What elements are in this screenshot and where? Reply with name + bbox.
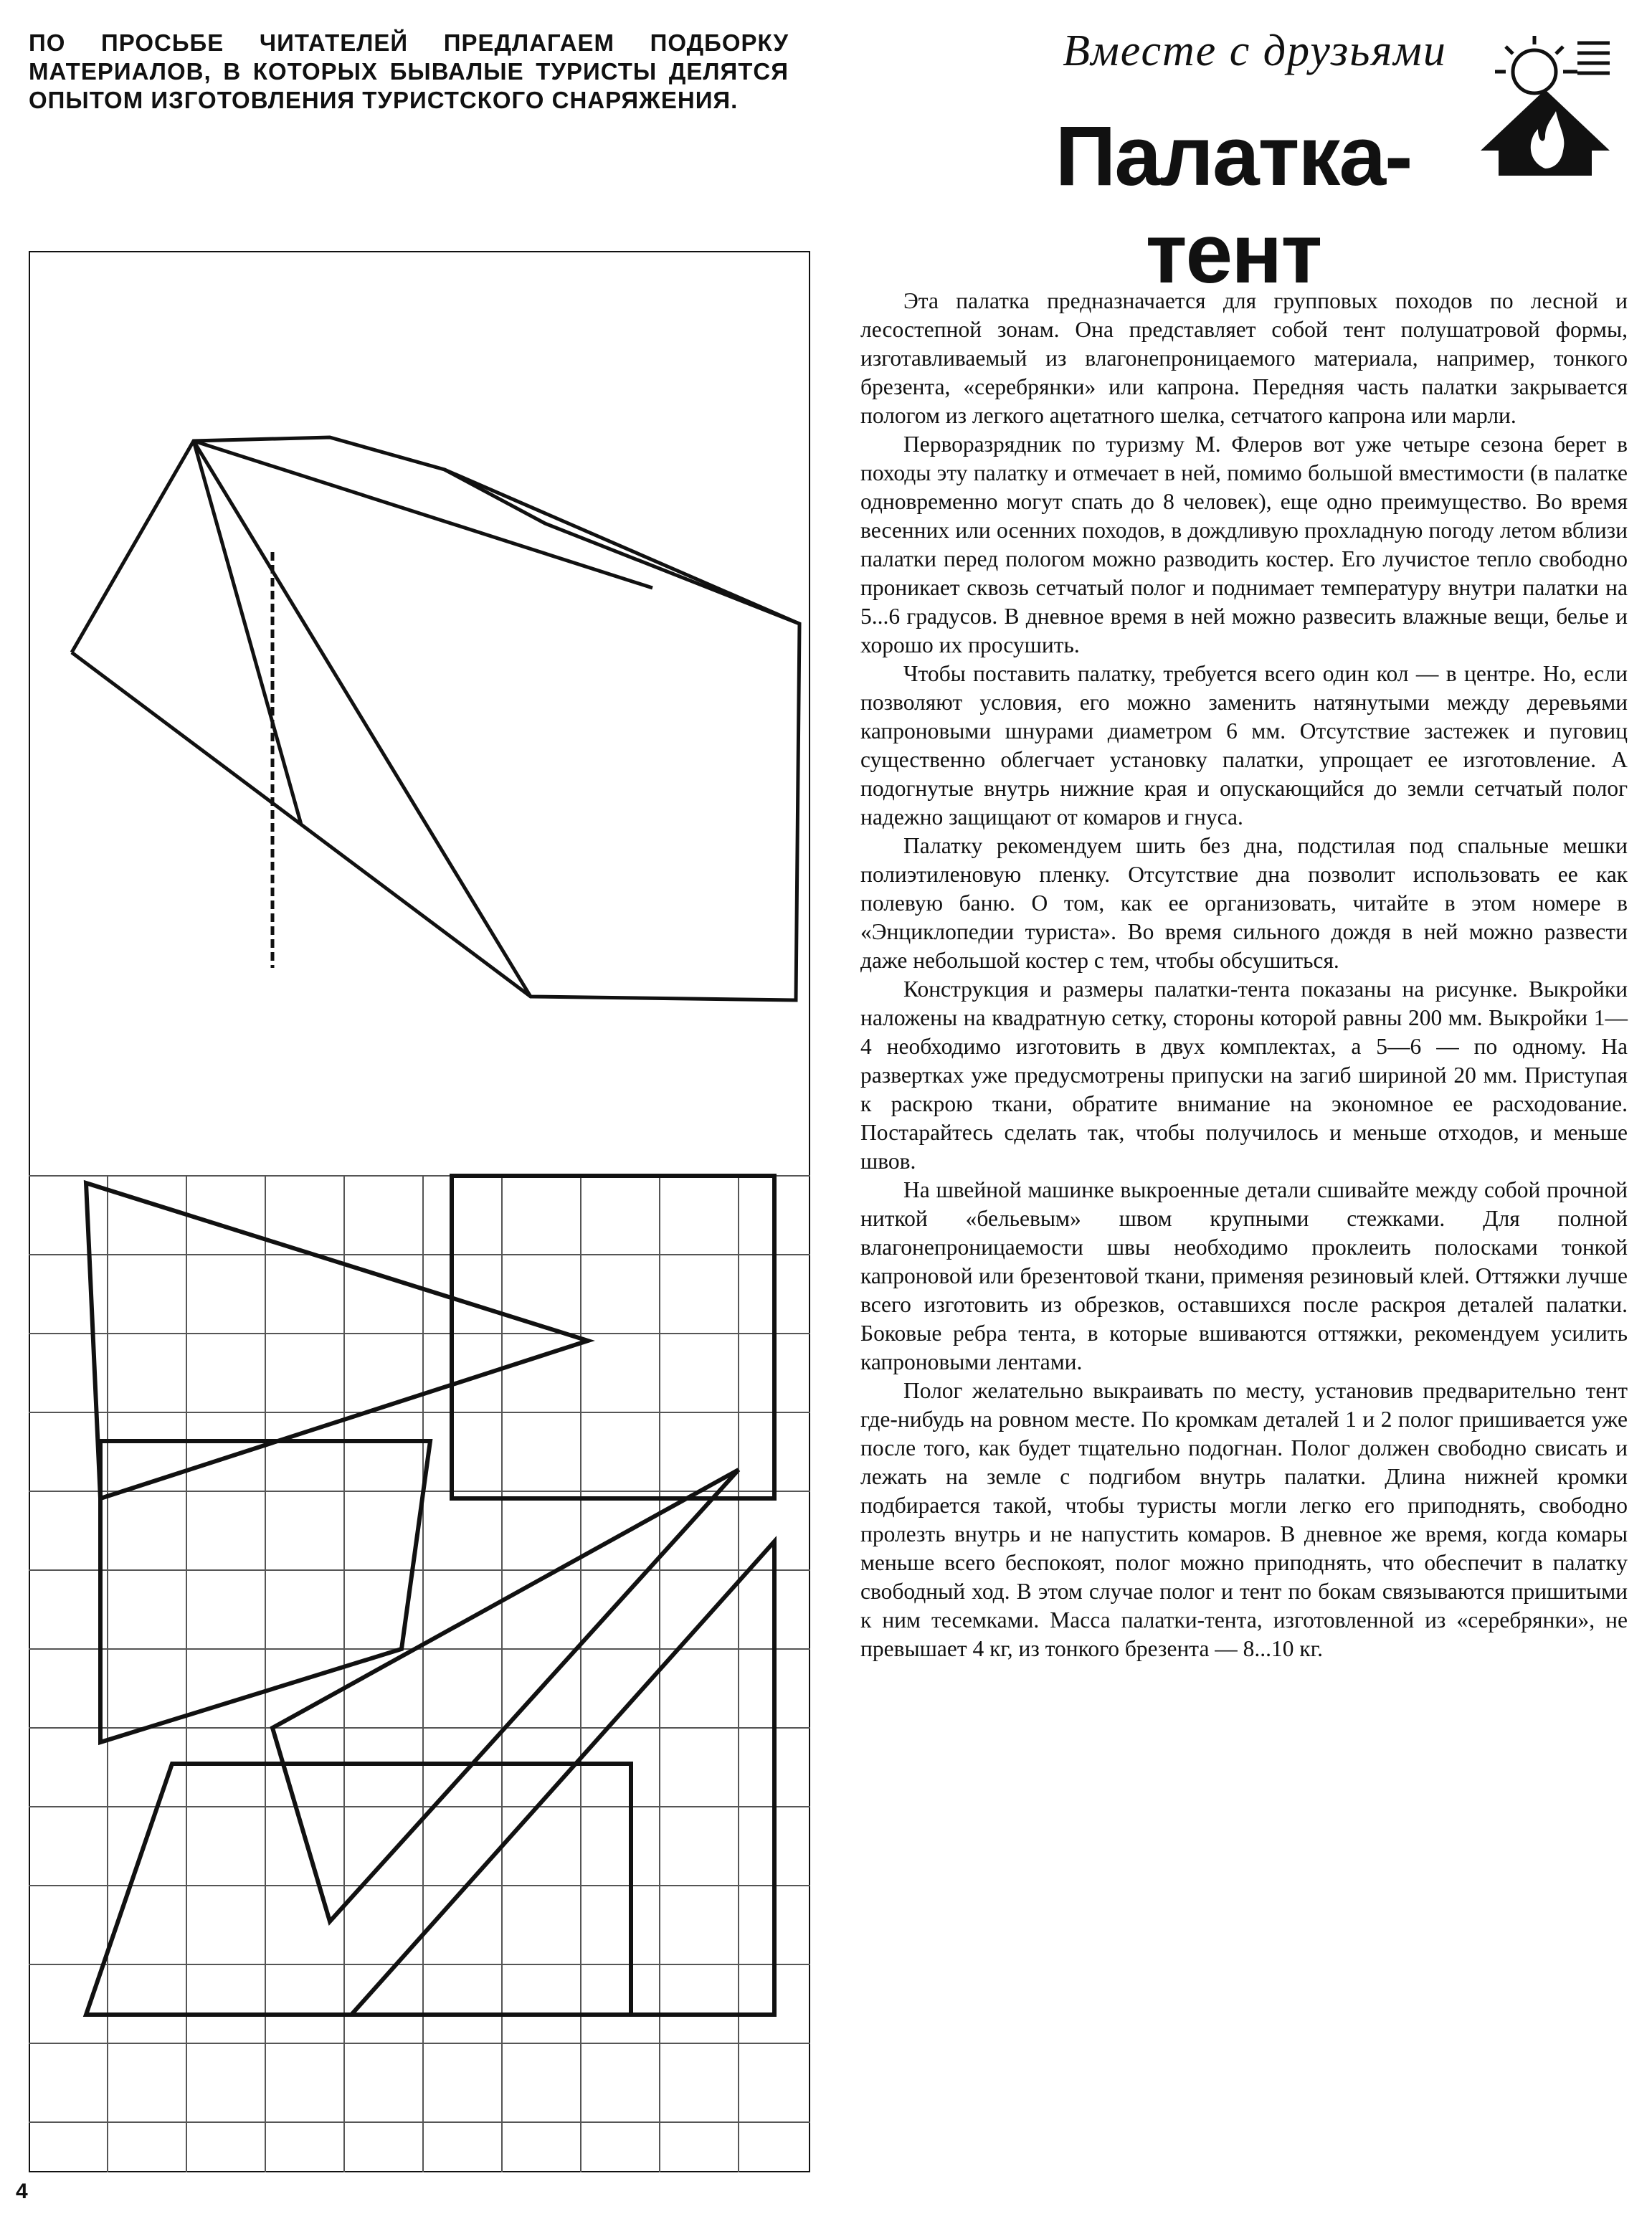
pattern-grid	[29, 1176, 810, 2172]
campfire-logo-icon	[1477, 29, 1613, 186]
intro-text: ПО ПРОСЬБЕ ЧИТАТЕЛЕЙ ПРЕДЛАГАЕМ ПОДБОРКУ МАТЕРИАЛОВ, В КОТОРЫХ БЫВАЛЫЕ ТУРИСТЫ ДЕЛЯТСЯ ОПЫТОМ ИЗГОТОВЛЕНИЯ ТУРИСТСКОГО СНАРЯЖЕНИЯ.	[29, 29, 789, 113]
section-rubric: Вместе с друзьями	[1063, 27, 1447, 75]
pattern-pieces	[86, 1176, 774, 2015]
paragraph: Полог желательно выкраивать по месту, установив предварительно тент где-нибудь на ровном месте. По кромкам деталей 1 и 2 полог пришивается уже после того, как будет тщательно подогнан. Полог должен свободно свисать и лежать на земле с подгибом внутрь палатки. Длина нижней кромки подбирается такой, чтобы туристы могли легко его приподнять, свободно пролезть внутрь и не напустить комаров. В дневное же время, когда комары меньше всего беспокоят, полог можно приподнять, что обеспечит в палатку свободный ход. В этом случае полог и тент по бокам связываются пришитыми к ним тесемками. Масса палатки-тента, изготовленной из «серебрянки», не превышает 4 кг, из тонкого брезента — 8...10 кг.	[860, 1378, 1628, 1661]
article-body	[860, 287, 1628, 1663]
tent-drawing	[72, 437, 799, 1000]
paragraph: Чтобы поставить палатку, требуется всего один кол — в центре. Но, если позволяют условия, его можно заменить натянутыми между деревьями капроновыми шнурами диаметром 6 мм. Отсутствие застежек и пуговиц существенно облегчает установку палатки, упрощает ее изготовление. А подогнутые внутрь нижние края и опускающийся до земли сетчатый полог надежно защищают от комаров и гнуса.	[860, 661, 1628, 830]
tent-figure	[29, 251, 810, 2172]
page-number: 4	[16, 2180, 28, 2203]
article-title: Палатка-тент	[1055, 109, 1412, 301]
paragraph: Перворазрядник по туризму М. Флеров вот уже четыре сезона берет в походы эту палатку и отмечает в ней, помимо большой вместимости (в палатке одновременно могут спать до 8 человек), еще одно преимущество. Во время весенних или осенних походов, в дождливую прохладную погоду летом вблизи палатки перед пологом можно разводить костер. Его лучистое тепло свободно проникает сквозь сетчатый полог и поднимает температуру внутри палатки на 5...6 градусов. В дневное время в ней можно развесить влажные вещи, белье и хорошо их просушить.	[860, 432, 1628, 657]
paragraph: Палатку рекомендуем шить без дна, подстилая под спальные мешки полиэтиленовую пленку. Отсутствие дна позволит использовать ее как полевую баню. О том, как ее организовать, читайте в этом номере в «Энциклопедии туриста». Во время сильного дождя в ней можно развести даже небольшой костер с тем, чтобы обсушиться.	[860, 833, 1628, 973]
paragraph: На швейной машинке выкроенные детали сшивайте между собой прочной ниткой «бельевым» швом крупными стежками. Для полной влагонепроницаемости швы необходимо проклеить полосками тонкой капроновой или брезентовой ткани, применяя резиновый клей. Оттяжки лучше всего изготовить из обрезков, оставшихся после раскроя деталей палатки. Боковые ребра тента, в которые вшиваются оттяжки, рекомендуем усилить капроновыми лентами.	[860, 1177, 1628, 1374]
paragraph: Эта палатка предназначается для групповых походов по лесной и лесостепной зонам. Она представляет собой тент полушатровой формы, изготавливаемый из влагонепроницаемого материала, например, тонкого брезента, «серебрянки» или капрона. Передняя часть палатки закрывается пологом из легкого ацетатного шелка, сетчатого капрона или марли.	[860, 288, 1628, 428]
paragraph: Конструкция и размеры палатки-тента показаны на рисунке. Выкройки наложены на квадратную сетку, стороны которой равны 200 мм. Выкройки 1—4 необходимо изготовить в двух комплектах, а 5—6 — по одному. На развертках уже предусмотрены припуски на загиб шириной 20 мм. Приступая к раскрою ткани, обратите внимание на экономное ее расходование. Постарайтесь сделать так, чтобы получилось и меньше отходов, и меньше швов.	[860, 976, 1628, 1174]
